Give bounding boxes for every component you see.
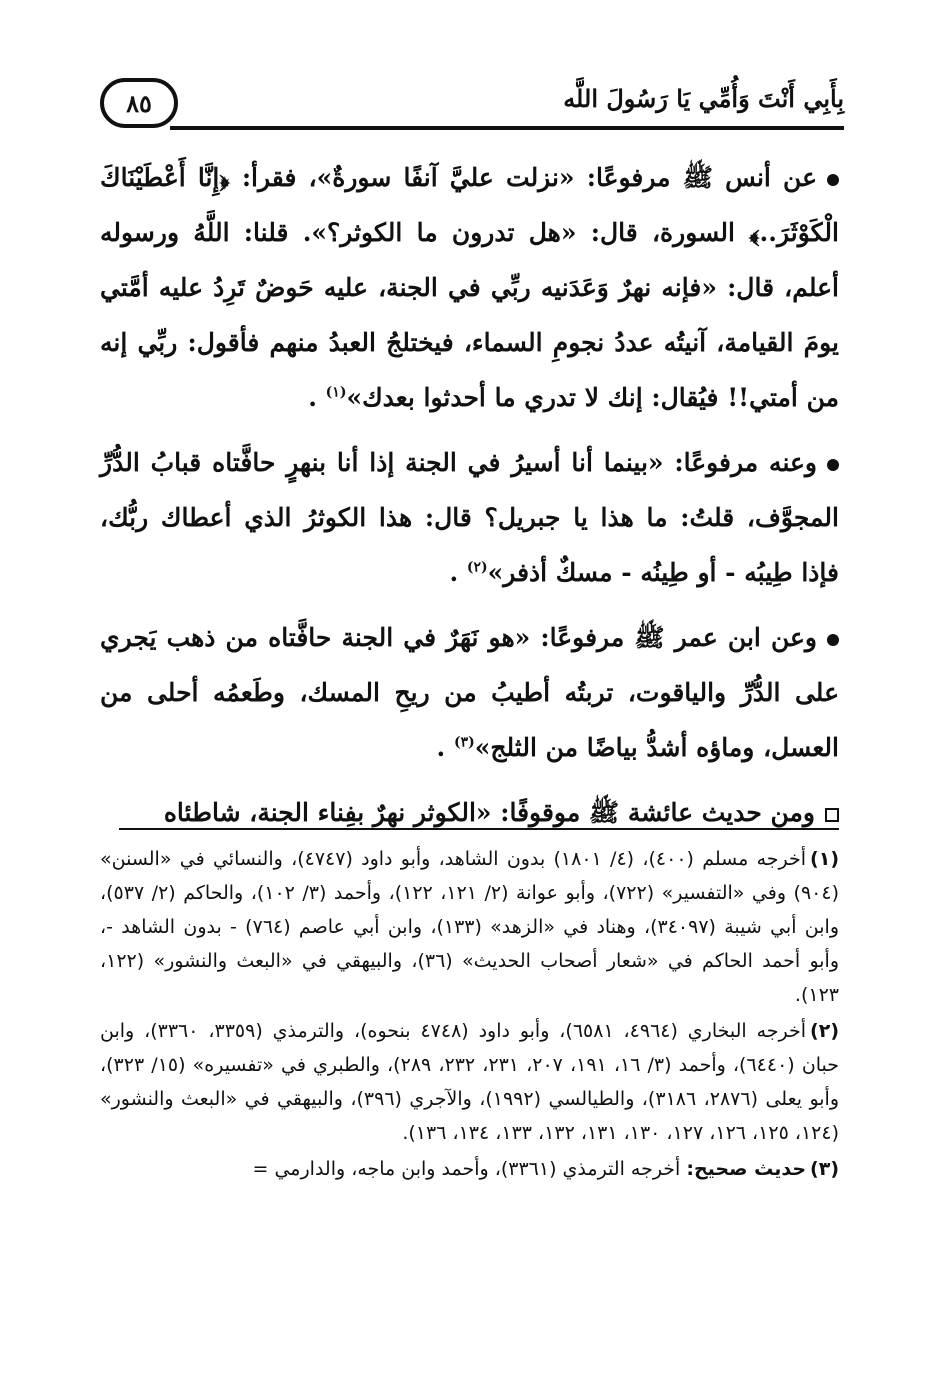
footnote-number: (٢) xyxy=(810,1020,839,1042)
footnotes xyxy=(100,842,839,1188)
footnote-marker: (٣) xyxy=(453,734,475,751)
footnote-3 xyxy=(100,1152,839,1186)
main-text xyxy=(100,150,839,850)
paragraph-text: وعنه مرفوعًا: «بينما أنا أسيرُ في الجنة إذا أنا بنهرٍ حافَّتاه قبابُ الدُّرِّ المجوَّف، قلتُ: ما هذا يا جبريل؟ قال: هذا الكوثرُ الذي أعطاك ربُّك، فإذا طِيبُه - أو طِينُه - مسكٌ أذفر» xyxy=(100,448,839,587)
page-number-badge xyxy=(100,78,178,128)
paragraph-text: وعن ابن عمر ﷺ مرفوعًا: «هو نَهَرٌ في الجنة حافَّتاه من ذهب يَجري على الدُّرِّ والياقوت، تربتُه أطيبُ من ريحِ المسك، وطَعمُه أحلى من العسل، وماؤه أشدُّ بياضًا من الثلج» xyxy=(100,623,839,762)
paragraph-4 xyxy=(100,785,839,840)
footnote-1 xyxy=(100,842,839,1012)
bullet-icon xyxy=(827,459,839,471)
bullet-icon xyxy=(827,634,839,646)
footnote-lead: حديث صحيح: xyxy=(686,1158,807,1180)
header-rule xyxy=(170,126,844,130)
paragraph-2 xyxy=(100,435,839,600)
square-bullet-icon xyxy=(825,808,839,822)
footnote-number: (٣) xyxy=(810,1158,839,1180)
paragraph-3 xyxy=(100,610,839,775)
footnote-text: أخرجه مسلم (٤٠٠)، (٤/ ١٨٠١) بدون الشاهد، وأبو داود (٤٧٤٧)، والنسائي في «السنن» (٩٠٤) وفي «التفسير» (٧٢٢)، وأبو عوانة (٢/ ١٢١، ١٢٢)، وأحمد (٣/ ١٠٢)، والحاكم (٢/ ٥٣٧)، وابن أبي شيبة (٣٤٠٩٧)، وهناد في «الزهد» (١٣٣)، وابن أبي عاصم (٧٦٤) - بدون الشاهد -، وأبو أحمد الحاكم في «شعار أصحاب الحديث» (٣٦)، والبيهقي في «البعث والنشور» (١٢٢، ١٢٣). xyxy=(100,848,839,1006)
paragraph-text: عن أنس ﷺ مرفوعًا: «نزلت عليَّ آنفًا سورةٌ»، فقرأ: ﴿إِنَّا أَعْطَيْنَاكَ الْكَوْثَرَ..﴾ السورة، قال: «هل تدرون ما الكوثر؟». قلنا: اللَّهُ ورسوله أعلم، قال: «فإنه نهرٌ وَعَدَنيه ربِّي في الجنة، عليه حَوضٌ تَرِدُ عليه أمَّتي يومَ القيامة، آنيتُه عددُ نجومِ السماء، فيختلجُ العبدُ منهم فأقول: ربِّي إنه من أمتي!! فيُقال: إنك لا تدري ما أحدثوا بعدك» xyxy=(100,163,839,412)
bullet-icon xyxy=(827,174,839,186)
footnote-text: أخرجه البخاري (٤٩٦٤، ٦٥٨١)، وأبو داود (٤٧٤٨ بنحوه)، والترمذي (٣٣٥٩، ٣٣٦٠)، وابن حبان (٦٤٤٠)، وأحمد (٣/ ١٦، ١٩١، ٢٠٧، ٢٣١، ٢٣٢، ٢٨٩)، والطبري في «تفسيره» (١٥/ ٣٢٣)، وأبو يعلى (٢٨٧٦، ٣١٨٦)، والطيالسي (١٩٩٢)، والآجري (٣٩٦)، والبيهقي في «البعث والنشور» (١٢٤، ١٢٥، ١٢٦، ١٢٧، ١٣٠، ١٣١، ١٣٢، ١٣٣، ١٣٤، ١٣٦). xyxy=(100,1020,840,1144)
paragraph-text: ومن حديث عائشة ﷺ موقوفًا: «الكوثر نهرٌ بفِناء الجنة، شاطئاه xyxy=(163,798,815,827)
footnote-number: (١) xyxy=(810,848,839,870)
paragraph-end: . xyxy=(308,383,326,412)
footnote-marker: (١) xyxy=(325,384,347,401)
paragraph-1 xyxy=(100,150,839,425)
page-number: ٨٥ xyxy=(126,88,152,118)
page-header xyxy=(100,78,844,134)
paragraph-end: . xyxy=(436,733,454,762)
footnote-text: أخرجه الترمذي (٣٣٦١)، وأحمد وابن ماجه، والدارمي = xyxy=(252,1158,687,1180)
paragraph-end: . xyxy=(449,558,467,587)
footnote-marker: (٢) xyxy=(466,559,488,576)
footnote-separator xyxy=(119,828,839,830)
footnote-2 xyxy=(100,1014,839,1150)
running-title: بِأَبِي أَنْتَ وَأُمِّي يَا رَسُولَ اللَّه xyxy=(563,84,844,113)
